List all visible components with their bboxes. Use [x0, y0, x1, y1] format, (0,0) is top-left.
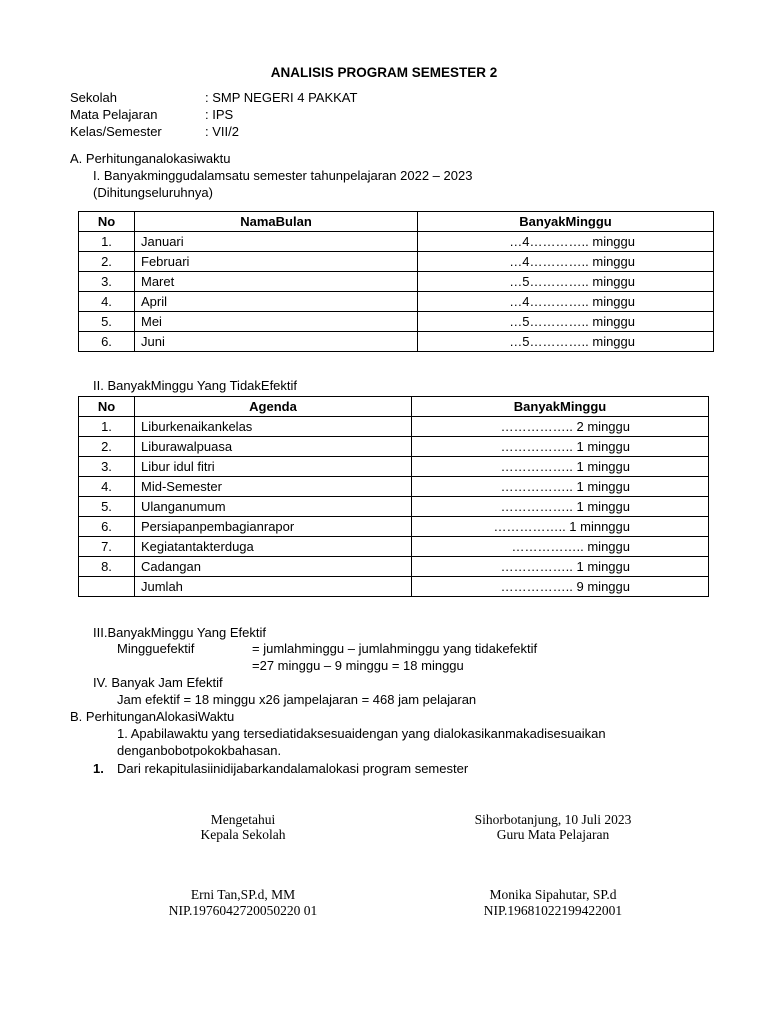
table-row: [79, 272, 714, 292]
row-month: Juni: [135, 332, 418, 352]
info-value: : VII/2: [205, 124, 239, 139]
effective-label: Mingguefektif: [117, 641, 195, 656]
row-month: Februari: [135, 252, 418, 272]
row-month: Mei: [135, 312, 418, 332]
table-header-row: [79, 212, 714, 232]
row-weeks: …5………….. minggu: [418, 332, 714, 352]
row-agenda: Ulanganumum: [135, 497, 412, 517]
row-number: 1.: [79, 417, 135, 437]
info-value: : SMP NEGERI 4 PAKKAT: [205, 90, 358, 105]
row-number: 3.: [79, 272, 135, 292]
effective-result: =27 minggu – 9 minggu = 18 minggu: [252, 658, 464, 673]
table-header-row: [79, 397, 709, 417]
row-weeks: …5………….. minggu: [418, 272, 714, 292]
row-agenda: Kegiatantakterduga: [135, 537, 412, 557]
row-number: 4.: [79, 477, 135, 497]
row-number: [79, 577, 135, 597]
section-b-point1-cont: denganbobotpokokbahasan.: [117, 743, 282, 758]
table-row: [79, 312, 714, 332]
effective-hours: Jam efektif = 18 minggu x26 jampelajaran = 468 jam pelajaran: [117, 692, 477, 707]
section-iii-heading: III.BanyakMinggu Yang Efektif: [93, 625, 266, 640]
row-weeks: …………….. 2 minggu: [412, 417, 709, 437]
sig-right-nip: NIP.19681022199422001: [483, 903, 623, 918]
info-label: Sekolah: [70, 90, 117, 105]
row-number: 6.: [79, 332, 135, 352]
row-agenda: Cadangan: [135, 557, 412, 577]
sig-right-line2: Guru Mata Pelajaran: [496, 827, 610, 842]
sig-left-line1: Mengetahui: [210, 812, 276, 827]
section-a-note: (Dihitungseluruhnya): [93, 185, 213, 200]
table-row: [79, 497, 709, 517]
row-weeks: …………….. 1 minggu: [412, 477, 709, 497]
row-weeks: …………….. minggu: [412, 537, 709, 557]
effective-formula: = jumlahminggu – jumlahminggu yang tidakefektif: [252, 641, 538, 656]
row-number: 3.: [79, 457, 135, 477]
table-row: [79, 232, 714, 252]
info-label: Kelas/Semester: [70, 124, 162, 139]
sig-left-line2: Kepala Sekolah: [200, 827, 286, 842]
row-weeks: …………….. 9 minggu: [412, 577, 709, 597]
row-weeks: …4………….. minggu: [418, 252, 714, 272]
table-row: [79, 457, 709, 477]
row-number: 4.: [79, 292, 135, 312]
page-title: ANALISIS PROGRAM SEMESTER 2: [270, 65, 498, 80]
row-month: Maret: [135, 272, 418, 292]
row-number: 1.: [79, 232, 135, 252]
row-weeks: …………….. 1 minnggu: [412, 517, 709, 537]
row-weeks: …………….. 1 minggu: [412, 557, 709, 577]
section-ii-heading: II. BanyakMinggu Yang TidakEfektif: [93, 378, 298, 393]
row-agenda: Libur idul fitri: [135, 457, 412, 477]
header-weeks: BanyakMinggu: [418, 212, 714, 232]
table-row: [79, 577, 709, 597]
section-iv-heading: IV. Banyak Jam Efektif: [93, 675, 223, 690]
table-months: [78, 211, 714, 352]
info-value: : IPS: [205, 107, 234, 122]
row-month: Januari: [135, 232, 418, 252]
section-a-heading: A. Perhitunganalokasiwaktu: [70, 151, 231, 166]
row-weeks: …………….. 1 minggu: [412, 497, 709, 517]
sig-right-name: Monika Sipahutar, SP.d: [489, 887, 617, 902]
section-b-point2-number: 1.: [93, 761, 104, 776]
table-row: [79, 332, 714, 352]
row-agenda: Liburawalpuasa: [135, 437, 412, 457]
row-number: 5.: [79, 497, 135, 517]
table-row: [79, 292, 714, 312]
row-weeks: …4………….. minggu: [418, 292, 714, 312]
row-month: April: [135, 292, 418, 312]
table-row: [79, 437, 709, 457]
table-row: [79, 517, 709, 537]
row-weeks: …………….. 1 minggu: [412, 437, 709, 457]
row-weeks: …………….. 1 minggu: [412, 457, 709, 477]
sig-right-line1: Sihorbotanjung, 10 Juli 2023: [474, 812, 632, 827]
table-non-effective: [78, 396, 709, 597]
header-no: No: [79, 397, 135, 417]
row-agenda: Mid-Semester: [135, 477, 412, 497]
row-number: 2.: [79, 437, 135, 457]
table-row: [79, 477, 709, 497]
section-b-point1: 1. Apabilawaktu yang tersediatidaksesuaidengan yang dialokasikanmakadisesuaikan: [117, 726, 606, 741]
section-a-sub1: I. Banyakminggudalamsatu semester tahunpelajaran 2022 – 2023: [93, 168, 473, 183]
header-no: No: [79, 212, 135, 232]
section-b-heading: B. PerhitunganAlokasiWaktu: [70, 709, 235, 724]
row-number: 8.: [79, 557, 135, 577]
row-weeks: …4………….. minggu: [418, 232, 714, 252]
row-number: 6.: [79, 517, 135, 537]
header-weeks: BanyakMinggu: [412, 397, 709, 417]
row-number: 5.: [79, 312, 135, 332]
row-agenda: Persiapanpembagianrapor: [135, 517, 412, 537]
row-number: 7.: [79, 537, 135, 557]
sig-left-nip: NIP.1976042720050220 01: [168, 903, 318, 918]
row-agenda: Liburkenaikankelas: [135, 417, 412, 437]
table-row: [79, 557, 709, 577]
table-row: [79, 417, 709, 437]
header-agenda: Agenda: [135, 397, 412, 417]
row-agenda: Jumlah: [135, 577, 412, 597]
info-label: Mata Pelajaran: [70, 107, 158, 122]
table-row: [79, 537, 709, 557]
row-number: 2.: [79, 252, 135, 272]
row-weeks: …5………….. minggu: [418, 312, 714, 332]
table-row: [79, 252, 714, 272]
header-month: NamaBulan: [135, 212, 418, 232]
section-b-point2: Dari rekapitulasiinidijabarkandalamalokasi program semester: [117, 761, 469, 776]
sig-left-name: Erni Tan,SP.d, MM: [190, 887, 296, 902]
